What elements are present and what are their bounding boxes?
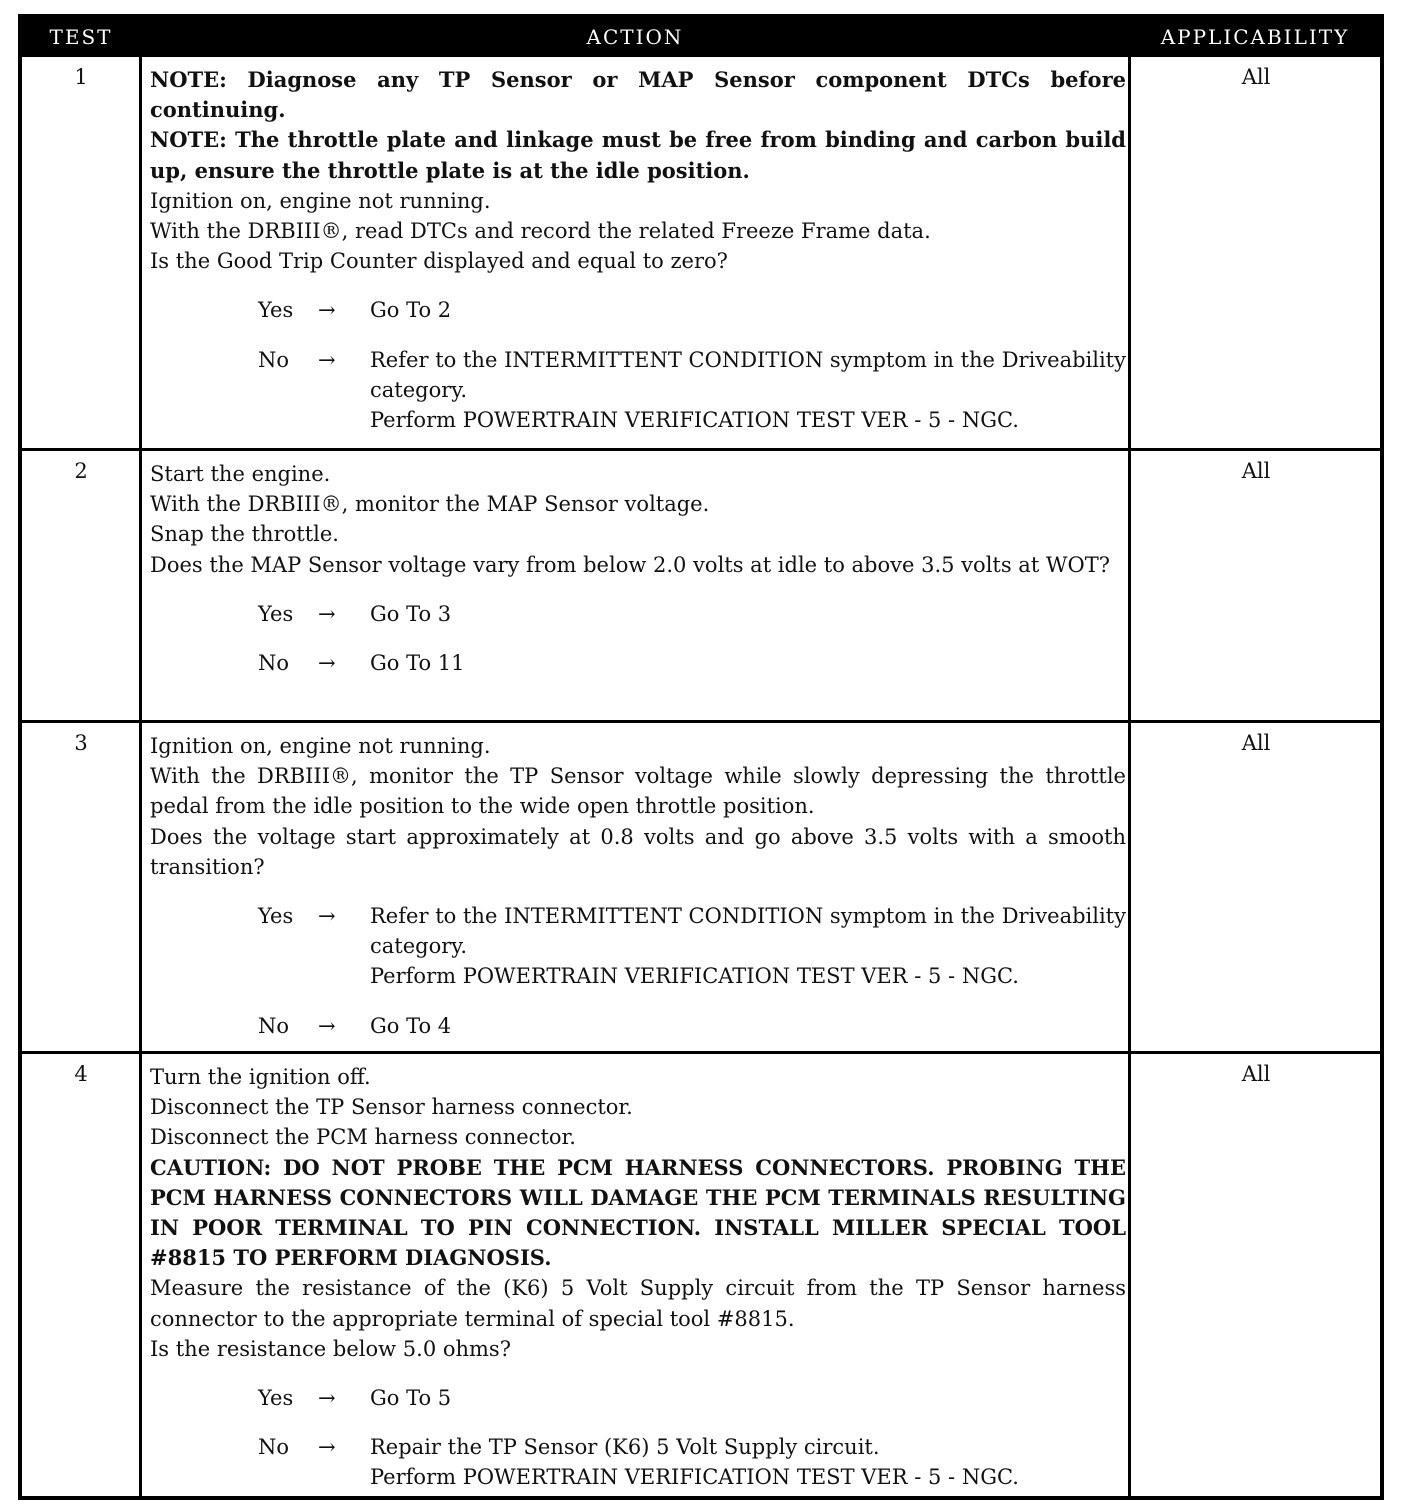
- action-cell: [150, 731, 1126, 1041]
- action-cell: [150, 459, 1126, 678]
- answer-option: [150, 648, 1126, 678]
- action-step: NOTE: Diagnose any TP Sensor or MAP Sensor component DTCs before continuing.: [150, 67, 1126, 123]
- answer-option: [150, 295, 1126, 325]
- action-step: Does the MAP Sensor voltage vary from below 2.0 volts at idle to above 3.5 volts at WOT?: [150, 552, 1111, 577]
- result-line: Go To 11: [370, 651, 465, 676]
- test-number: 3: [74, 731, 88, 755]
- answer-option: [150, 599, 1126, 629]
- arrow-icon: →: [318, 651, 336, 676]
- header-applicability: APPLICABILITY: [1160, 25, 1350, 49]
- arrow-icon: →: [318, 1435, 336, 1460]
- action-step: Snap the throttle.: [150, 522, 339, 547]
- action-step: Start the engine.: [150, 462, 331, 486]
- result-line: Go To 3: [370, 601, 452, 626]
- header-action: ACTION: [586, 25, 684, 49]
- answer-label: Yes: [258, 904, 294, 929]
- diagnostic-table: [18, 14, 1384, 1500]
- applicability-cell: All: [1241, 731, 1271, 755]
- applicability-cell: All: [1241, 65, 1271, 89]
- action-cell: [150, 65, 1126, 435]
- answer-option: [150, 1011, 1126, 1041]
- arrow-icon: →: [318, 601, 336, 626]
- action-step: Turn the ignition off.: [150, 1065, 371, 1089]
- answer-label: Yes: [258, 298, 294, 323]
- action-step: With the DRBIII®, monitor the MAP Sensor voltage.: [150, 492, 710, 517]
- answer-result: [370, 901, 1126, 992]
- answer-option: [150, 1383, 1126, 1413]
- table-row: [22, 448, 1380, 720]
- action-cell: [150, 1062, 1126, 1493]
- answer-label: Yes: [258, 601, 294, 626]
- result-line: Go To 2: [370, 298, 452, 323]
- answer-label: No: [258, 1013, 290, 1038]
- arrow-icon: →: [318, 298, 336, 323]
- result-line: Perform POWERTRAIN VERIFICATION TEST VER - 5 - NGC.: [370, 964, 1019, 989]
- test-number: 1: [74, 65, 88, 89]
- action-step: Is the resistance below 5.0 ohms?: [150, 1336, 511, 1361]
- arrow-icon: →: [318, 1013, 336, 1038]
- answer-label: Yes: [258, 1386, 294, 1411]
- action-step: Disconnect the TP Sensor harness connector.: [150, 1095, 633, 1120]
- result-line: Go To 4: [370, 1013, 452, 1038]
- answer-result: [370, 295, 1126, 325]
- answer-label: No: [258, 347, 290, 372]
- answer-option: [150, 1432, 1126, 1492]
- action-step: Does the voltage start approximately at 0.8 volts and go above 3.5 volts with a smooth transition?: [150, 824, 1126, 879]
- answer-result: [370, 648, 1126, 678]
- action-step: Ignition on, engine not running.: [150, 188, 491, 213]
- action-step: Ignition on, engine not running.: [150, 734, 491, 758]
- action-step: With the DRBIII®, read DTCs and record the related Freeze Frame data.: [150, 219, 931, 244]
- answer-label: No: [258, 651, 290, 676]
- answer-result: [370, 1383, 1126, 1413]
- arrow-icon: →: [318, 347, 336, 372]
- arrow-icon: →: [318, 904, 336, 929]
- applicability-cell: All: [1241, 459, 1271, 483]
- test-number: 4: [74, 1062, 88, 1086]
- arrow-icon: →: [318, 1386, 336, 1411]
- table-header: [22, 18, 1380, 54]
- result-line: Refer to the INTERMITTENT CONDITION symptom in the Driveability category.: [370, 904, 1126, 959]
- result-line: Repair the TP Sensor (K6) 5 Volt Supply circuit.: [370, 1435, 880, 1460]
- action-step: CAUTION: DO NOT PROBE THE PCM HARNESS CONNECTORS. PROBING THE PCM HARNESS CONNECTORS WILL DAMAGE THE PCM TERMINALS RESULTING IN POOR TERMINAL TO PIN CONNECTION. INSTALL MILLER SPECIAL TOOL #8815 TO PERFORM DIAGNOSIS.: [150, 1154, 1126, 1271]
- answer-option: [150, 901, 1126, 992]
- answer-option: [150, 345, 1126, 436]
- table-row: [22, 54, 1380, 448]
- answer-label: No: [258, 1435, 290, 1460]
- answer-result: [370, 1011, 1126, 1041]
- result-line: Perform POWERTRAIN VERIFICATION TEST VER - 5 - NGC.: [370, 408, 1019, 433]
- answer-result: [370, 1432, 1126, 1492]
- action-step: Measure the resistance of the (K6) 5 Volt Supply circuit from the TP Sensor harness connector to the appropriate terminal of special tool #8815.: [150, 1276, 1126, 1331]
- result-line: Go To 5: [370, 1386, 452, 1411]
- answer-result: [370, 345, 1126, 436]
- applicability-cell: All: [1241, 1062, 1271, 1086]
- result-line: Perform POWERTRAIN VERIFICATION TEST VER - 5 - NGC.: [370, 1465, 1019, 1490]
- action-step: NOTE: The throttle plate and linkage must be free from binding and carbon build up, ensure the throttle plate is at the idle position.: [150, 127, 1126, 183]
- table-row: [22, 720, 1380, 1051]
- action-step: Disconnect the PCM harness connector.: [150, 1125, 576, 1150]
- answer-result: [370, 599, 1126, 629]
- result-line: Refer to the INTERMITTENT CONDITION symptom in the Driveability category.: [370, 347, 1126, 402]
- action-step: With the DRBIII®, monitor the TP Sensor voltage while slowly depressing the throttle pedal from the idle position to the wide open throttle position.: [150, 764, 1126, 819]
- header-test: TEST: [49, 25, 113, 49]
- action-step: Is the Good Trip Counter displayed and equal to zero?: [150, 249, 728, 274]
- table-row: [22, 1051, 1380, 1500]
- test-number: 2: [74, 459, 88, 483]
